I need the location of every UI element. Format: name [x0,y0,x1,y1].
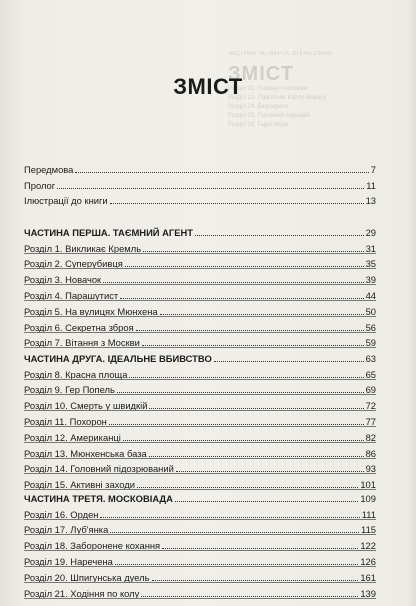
toc-entry-label: Передмова [24,163,74,175]
toc-entry-label: Розділ 17. Луб'янка [24,524,109,536]
toc-entry-label: Розділ 5. На вулицях Мюнхена [24,305,158,317]
toc-entry-page: 31 [365,242,376,254]
toc-entry-label: Розділ 15. Активні заходи [24,479,135,491]
toc-entry-label: Розділ 7. Вітання з Москви [24,337,140,349]
toc-entry[interactable] [24,411,376,427]
toc-entry[interactable] [24,269,376,285]
toc-entry-page: 139 [360,587,376,599]
toc-entry[interactable] [24,427,376,443]
toc-entry[interactable] [24,380,376,396]
toc-entry-label: Розділ 1. Викликає Кремль [24,242,142,254]
dot-leader [103,281,363,283]
toc-entry-page: 122 [360,540,376,552]
page-edge-shadow [408,0,416,606]
dot-leader [109,423,364,425]
toc-entry-label: Розділ 9. Гер Попель [24,384,115,396]
dot-leader [123,439,364,441]
part-page: 63 [365,352,376,364]
part-section [24,348,376,490]
ghost-title: ЗМІСТ [228,63,294,85]
toc-entry-page: 44 [365,289,376,301]
toc-entry[interactable] [24,364,376,380]
dot-leader [214,360,364,362]
ghost-line: Розділ 23. Пам'ятник Карлу Марксу [228,95,327,101]
dot-leader [110,202,364,204]
dot-leader [75,171,368,173]
page-title: ЗМІСТ [173,74,243,99]
dot-leader [176,470,364,472]
part-page: 109 [360,492,376,504]
toc-entry-page: 59 [365,337,376,349]
toc-entry-page: 82 [365,431,376,443]
ghost-line: ЧАСТИНА ЧЕТВЕРТА. ВТЕЧА З РАЮ [228,51,333,57]
toc-entry-page: 39 [365,274,376,286]
front-matter-list [24,159,376,206]
toc-entry-label: Розділ 14. Головний підозрюваний [24,463,174,475]
toc-entry-page: 13 [365,195,376,207]
toc-entry-page: 77 [365,415,376,427]
toc-entry-page: 72 [365,400,376,412]
toc-entry[interactable] [24,285,376,301]
part-section [24,222,376,348]
dot-leader [149,455,364,457]
dot-leader [110,531,359,533]
toc-entry-label: Розділ 10. Смерть у швидкій [24,400,148,412]
toc-entry[interactable] [24,254,376,270]
dot-leader [162,547,358,549]
toc-entry[interactable] [24,551,376,567]
toc-entry-page: 93 [365,463,376,475]
toc-entry-page: 65 [365,368,376,380]
toc-entry-page: 11 [366,179,376,191]
toc-entry[interactable] [24,443,376,459]
toc-entry[interactable] [24,395,376,411]
toc-entry[interactable] [24,535,376,551]
toc-entry-label: Пролог [24,179,56,191]
dot-leader [57,187,364,189]
part-section [24,488,376,599]
ghost-line: Розділ 26. Гарні люди [228,122,289,128]
toc-entry[interactable] [24,159,376,175]
toc-entry[interactable] [24,459,376,475]
toc-entry-label: Розділ 4. Парашутист [24,289,119,301]
toc-entry-label: Розділ 8. Красна площа [24,368,128,380]
toc-entry-label: Розділ 13. Мюнхенська база [24,447,147,459]
toc-entry-label: Розділ 12. Американці [24,431,121,443]
part-heading[interactable] [24,222,376,238]
toc-entry[interactable] [24,583,376,599]
toc-entry-page: 111 [361,508,376,520]
dot-leader [117,391,364,393]
toc-entry-label: Розділ 11. Похорон [24,415,107,427]
toc-entry-label: Розділ 18. Заборонене кохання [24,540,161,552]
dot-leader [125,265,364,267]
toc-entry-label: Розділ 3. Новачок [24,274,102,286]
toc-entry[interactable] [24,238,376,254]
toc-entry[interactable] [24,333,376,349]
row-divider [24,598,376,599]
dot-leader [152,579,359,581]
part-heading[interactable] [24,488,376,504]
toc-entry-page: 69 [365,384,376,396]
toc-entry-label: Розділ 21. Ходіння по колу [24,587,140,599]
toc-entry-label: Розділ 6. Секретна зброя [24,321,134,333]
part-title: ЧАСТИНА ПЕРША. ТАЄМНИЙ АГЕНТ [24,226,193,238]
dot-leader [129,376,363,378]
toc-entry[interactable] [24,504,376,520]
toc-entry-label: Ілюстрації до книги [24,195,108,207]
toc-entry-page: 35 [365,258,376,270]
dot-leader [136,329,364,331]
toc-entry-page: 56 [365,321,376,333]
dot-leader [142,344,364,346]
dot-leader [175,500,358,502]
dot-leader [115,563,358,565]
part-heading[interactable] [24,348,376,364]
toc-entry-page: 115 [361,524,376,536]
toc-entry-page: 50 [365,305,376,317]
toc-entry[interactable] [24,520,376,536]
dot-leader [143,250,363,252]
toc-entry-label: Розділ 16. Орден [24,508,99,520]
toc-entry-page: 101 [360,479,376,491]
toc-entry[interactable] [24,317,376,333]
dot-leader [149,407,363,409]
dot-leader [195,234,364,236]
toc-entry[interactable] [24,191,376,207]
toc-entry-label: Розділ 19. Наречена [24,555,113,567]
toc-entry-page: 126 [360,555,376,567]
part-title: ЧАСТИНА ДРУГА. ІДЕАЛЬНЕ ВБИВСТВО [24,352,212,364]
part-page: 29 [365,226,376,238]
dot-leader [160,313,364,315]
part-title: ЧАСТИНА ТРЕТЯ. МОСКОВІАДА [24,492,173,504]
toc-entry[interactable] [24,175,376,191]
ghost-line: Розділ 22. Покинуті чоловіки [228,86,308,92]
toc-entry-page: 86 [365,447,376,459]
ghost-line: Розділ 25. Головний сценарій [228,113,310,119]
dot-leader [141,595,358,597]
toc-entry[interactable] [24,567,376,583]
toc-entry[interactable] [24,301,376,317]
dot-leader [100,516,359,518]
toc-entry-label: Розділ 20. Шпигунська дуель [24,571,150,583]
dot-leader [120,297,363,299]
toc-entry-page: 161 [360,571,376,583]
toc-entry-page: 7 [370,163,376,175]
toc-entry-label: Розділ 2. Суперубивця [24,258,123,270]
ghost-line: Розділ 24. Бюрократи [228,104,289,110]
